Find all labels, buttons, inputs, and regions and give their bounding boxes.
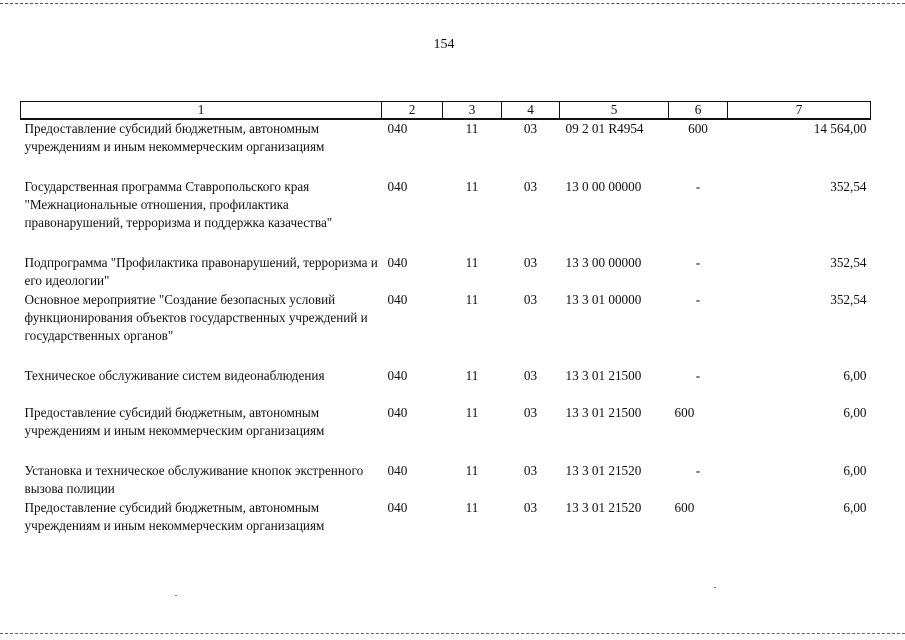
row-amount: 352,54 (830, 255, 867, 270)
row-ministry-code: 040 (387, 368, 408, 383)
row-target-code: 13 3 01 00000 (565, 292, 642, 307)
table-row (21, 291, 871, 367)
row-name: Установка и техническое обслуживание кнопок экстренного вызова полиции (24, 463, 364, 496)
row-ministry-code: 040 (387, 500, 408, 515)
header-cell-3: 3 (443, 102, 502, 120)
row-amount: 14 564,00 (813, 121, 867, 136)
row-expense-type: - (695, 368, 701, 383)
table-row (21, 178, 871, 254)
row-ministry-code: 040 (387, 405, 408, 420)
row-amount: 6,00 (843, 368, 867, 383)
row-amount: 6,00 (843, 405, 867, 420)
row-ministry-code: 040 (387, 255, 408, 270)
row-subsection-code: 03 (523, 500, 538, 515)
table-row (21, 499, 871, 557)
row-subsection-code: 03 (523, 179, 538, 194)
row-expense-type: - (695, 179, 701, 194)
header-cell-4: 4 (502, 102, 560, 120)
row-ministry-code: 040 (387, 292, 408, 307)
row-name: Техническое обслуживание систем видеонаблюдения (24, 368, 325, 383)
row-name: Основное мероприятие "Создание безопасных условий функционирования объектов государственных учреждений и государственных органов" (24, 292, 368, 343)
row-target-code: 13 3 01 21520 (565, 500, 642, 515)
header-row (21, 102, 871, 120)
row-amount: 352,54 (830, 292, 867, 307)
row-name: Государственная программа Ставропольского края "Межнациональные отношения, профилактика правонарушений, терроризма и поддержка казачества" (24, 179, 333, 230)
row-section-code: 11 (465, 255, 479, 270)
table-row (21, 119, 871, 178)
scan-speck (175, 595, 177, 596)
row-name: Подпрограмма "Профилактика правонарушений, терроризма и его идеологии" (24, 255, 378, 288)
table-row (21, 367, 871, 404)
row-expense-type: 600 (674, 500, 695, 515)
row-expense-type: - (695, 292, 701, 307)
row-section-code: 11 (465, 179, 479, 194)
row-subsection-code: 03 (523, 463, 538, 478)
row-subsection-code: 03 (523, 368, 538, 383)
row-subsection-code: 03 (523, 121, 538, 136)
row-section-code: 11 (465, 121, 479, 136)
row-subsection-code: 03 (523, 405, 538, 420)
row-expense-type: - (695, 255, 701, 270)
row-amount: 6,00 (843, 500, 867, 515)
table-body (21, 119, 871, 557)
row-section-code: 11 (465, 500, 479, 515)
row-subsection-code: 03 (523, 255, 538, 270)
header-cell-2: 2 (382, 102, 443, 120)
table-header (21, 102, 871, 120)
row-expense-type: 600 (674, 405, 695, 420)
row-ministry-code: 040 (387, 463, 408, 478)
row-target-code: 13 3 01 21500 (565, 405, 642, 420)
row-ministry-code: 040 (387, 179, 408, 194)
row-target-code: 13 0 00 00000 (565, 179, 642, 194)
row-amount: 6,00 (843, 463, 867, 478)
table-row (21, 404, 871, 462)
row-target-code: 13 3 01 21500 (565, 368, 642, 383)
row-section-code: 11 (465, 405, 479, 420)
row-section-code: 11 (465, 368, 479, 383)
row-target-code: 13 3 00 00000 (565, 255, 642, 270)
header-cell-5: 5 (560, 102, 669, 120)
row-section-code: 11 (465, 463, 479, 478)
row-name: Предоставление субсидий бюджетным, автономным учреждениям и иным некоммерческим организациям (24, 121, 325, 154)
row-target-code: 13 3 01 21520 (565, 463, 642, 478)
scan-speck (714, 587, 716, 588)
row-expense-type: 600 (688, 121, 708, 136)
table-row (21, 462, 871, 499)
row-target-code: 09 2 01 R4954 (565, 121, 644, 136)
row-expense-type: - (695, 463, 701, 478)
row-name: Предоставление субсидий бюджетным, автономным учреждениям и иным некоммерческим организациям (24, 405, 325, 438)
row-section-code: 11 (465, 292, 479, 307)
header-cell-7: 7 (728, 102, 871, 120)
table-row (21, 254, 871, 291)
header-cell-1: 1 (21, 102, 382, 120)
row-name: Предоставление субсидий бюджетным, автономным учреждениям и иным некоммерческим организациям (24, 500, 325, 533)
scan-border-bottom (0, 633, 905, 634)
scan-border-top (0, 3, 905, 4)
row-subsection-code: 03 (523, 292, 538, 307)
page-number: 154 (433, 37, 455, 52)
header-cell-6: 6 (669, 102, 728, 120)
budget-table (20, 101, 871, 557)
row-amount: 352,54 (830, 179, 867, 194)
row-ministry-code: 040 (387, 121, 408, 136)
budget-table-container (20, 101, 870, 557)
